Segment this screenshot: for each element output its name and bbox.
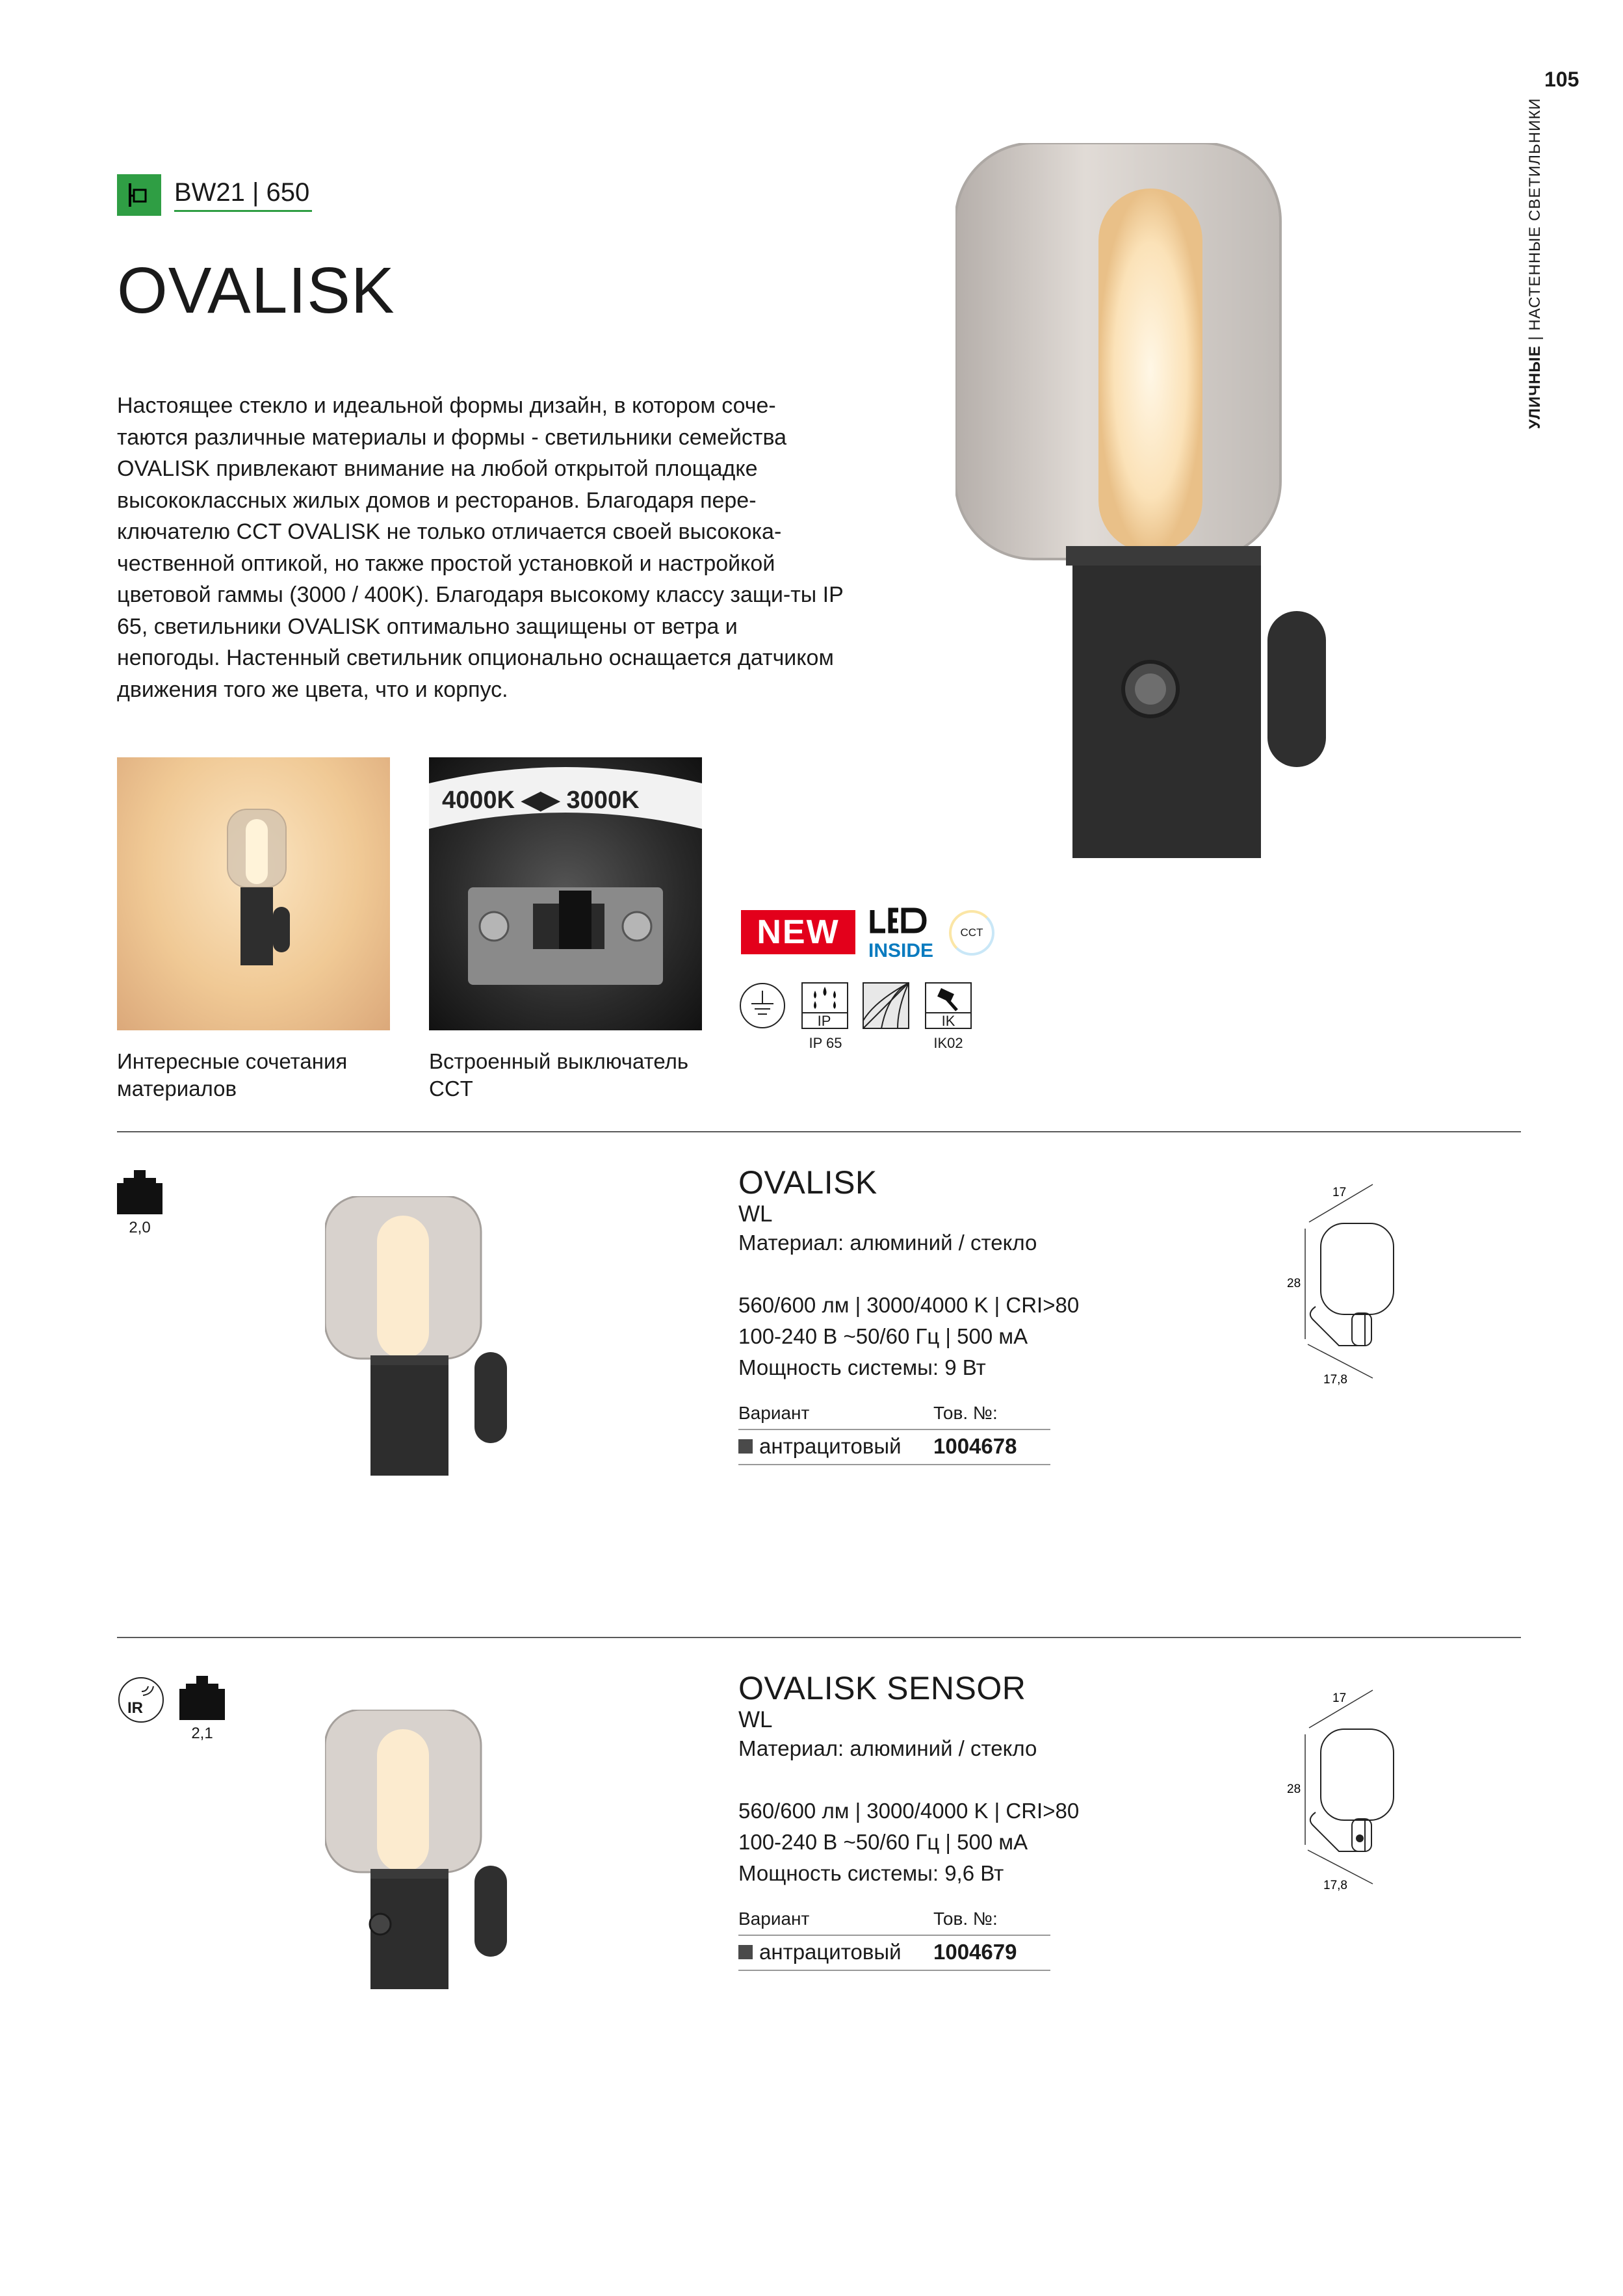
cct-switch-label: 4000K ◀▶ 3000K (442, 787, 640, 814)
section-tab-rest: | НАСТЕННЫЕ СВЕТИЛЬНИКИ (1526, 98, 1544, 346)
weight-icon (117, 1170, 162, 1216)
variant-name: антрацитовый (759, 1434, 902, 1458)
ik-label: IK (941, 1013, 955, 1029)
thumbnail-cct-switch (429, 757, 702, 1030)
caption-cct-switch (429, 1048, 702, 1102)
weight-icon (179, 1676, 225, 1721)
beam-angle-icon (862, 982, 910, 1030)
weight-indicator (179, 1676, 225, 1743)
page-title: OVALISK (117, 254, 395, 327)
dim-bottom: 17,8 (1323, 1373, 1347, 1387)
weight-indicator (117, 1170, 162, 1237)
color-swatch (738, 1945, 753, 1959)
product-type: WL (738, 1201, 773, 1227)
ir-label: IR (127, 1699, 143, 1717)
product-info-ovalisk-sensor (738, 1669, 1128, 1971)
product-info-ovalisk (738, 1164, 1128, 1465)
section-tab-bold: УЛИЧНЫЕ (1526, 345, 1544, 429)
color-swatch (738, 1439, 753, 1454)
caption-cct-line2: CCT (429, 1076, 473, 1101)
caption-cct-line1: Встроенный выключатель (429, 1049, 689, 1073)
variant-table-header (738, 1403, 1050, 1430)
section-tab (1526, 98, 1552, 429)
dim-top: 17 (1332, 1691, 1347, 1705)
led-inside-label: INSIDE (868, 940, 934, 961)
number-header: Тов. №: (933, 1909, 998, 1929)
product-spec-lumen: 560/600 лм | 3000/4000 K | CRI>80 (738, 1293, 1080, 1317)
product-name: OVALISK SENSOR (738, 1670, 1026, 1706)
caption-materials-line1: Интересные сочетания (117, 1049, 348, 1073)
variant-table-header (738, 1909, 1050, 1936)
article-number: 1004678 (933, 1434, 1017, 1458)
number-header: Тов. №: (933, 1403, 998, 1423)
product-spec-power: Мощность системы: 9,6 Вт (738, 1861, 1004, 1885)
product-spec-lumen: 560/600 лм | 3000/4000 K | CRI>80 (738, 1799, 1080, 1823)
variant-header: Вариант (738, 1403, 810, 1423)
ip-label: IP (817, 1013, 831, 1029)
dim-side: 28 (1287, 1277, 1301, 1290)
variant-name: антрацитовый (759, 1940, 902, 1964)
dim-bottom: 17,8 (1323, 1879, 1347, 1892)
thumbnail-materials (117, 757, 390, 1030)
product-name: OVALISK (738, 1164, 877, 1201)
dim-top: 17 (1332, 1186, 1347, 1199)
section-divider (117, 1637, 1521, 1638)
product-code-badge (117, 174, 312, 216)
dim-side: 28 (1287, 1782, 1301, 1796)
new-badge: NEW (741, 910, 855, 954)
weight-value: 2,1 (191, 1725, 213, 1742)
caption-materials-line2: материалов (117, 1076, 237, 1101)
page-number: 105 (1544, 68, 1579, 91)
product-material: Материал: алюминий / стекло (738, 1231, 1037, 1255)
section-divider (117, 1131, 1521, 1132)
dimension-drawing-ovalisk (1287, 1177, 1391, 1385)
variant-header: Вариант (738, 1909, 810, 1929)
product-spec-voltage: 100-240 В ~50/60 Гц | 500 мА (738, 1324, 1028, 1348)
product-type: WL (738, 1707, 773, 1732)
dimension-drawing-ovalisk-sensor (1287, 1682, 1391, 1890)
ip-caption: IP 65 (809, 1035, 842, 1051)
variant-table (738, 1909, 1050, 1971)
variant-row (738, 1430, 1050, 1465)
product-material: Материал: алюминий / стекло (738, 1736, 1037, 1760)
product-image-ovalisk-sensor (325, 1710, 507, 1989)
protection-class-icon (738, 982, 786, 1030)
description: Настоящее стекло и идеальной формы дизайн, в котором соче-таются различные материалы и формы - светильники семейства OVALISK привлекают внимание на любой открытой площадке высококлассных жилых домов и ресторанов. Благодаря пере-ключателю CCT OVALISK не только отличается своей высокока-чественной оптикой, но также простой установкой и настройкой цветовой гаммы (3000 / 400K). Благодаря высокому классу защи-ты IP 65, светильники OVALISK оптимально защищены от ветра и непогоды. Настенный светильник опционально оснащается датчиком движения того же цвета, что и корпус. (117, 393, 844, 702)
weight-value: 2,0 (129, 1219, 151, 1236)
product-code: BW21 | 650 (174, 178, 312, 212)
ik-caption: IK02 (933, 1035, 963, 1051)
caption-materials (117, 1048, 390, 1102)
variant-table (738, 1403, 1050, 1465)
product-image-ovalisk (325, 1196, 507, 1476)
wall-light-icon (117, 174, 161, 216)
ir-sensor-indicator (117, 1676, 165, 1727)
hero-product-image (955, 143, 1371, 858)
product-spec-power: Мощность системы: 9 Вт (738, 1355, 986, 1379)
cct-badge: CCT (949, 910, 994, 956)
product-spec-voltage: 100-240 В ~50/60 Гц | 500 мА (738, 1830, 1028, 1854)
article-number: 1004679 (933, 1940, 1017, 1964)
variant-row (738, 1936, 1050, 1971)
